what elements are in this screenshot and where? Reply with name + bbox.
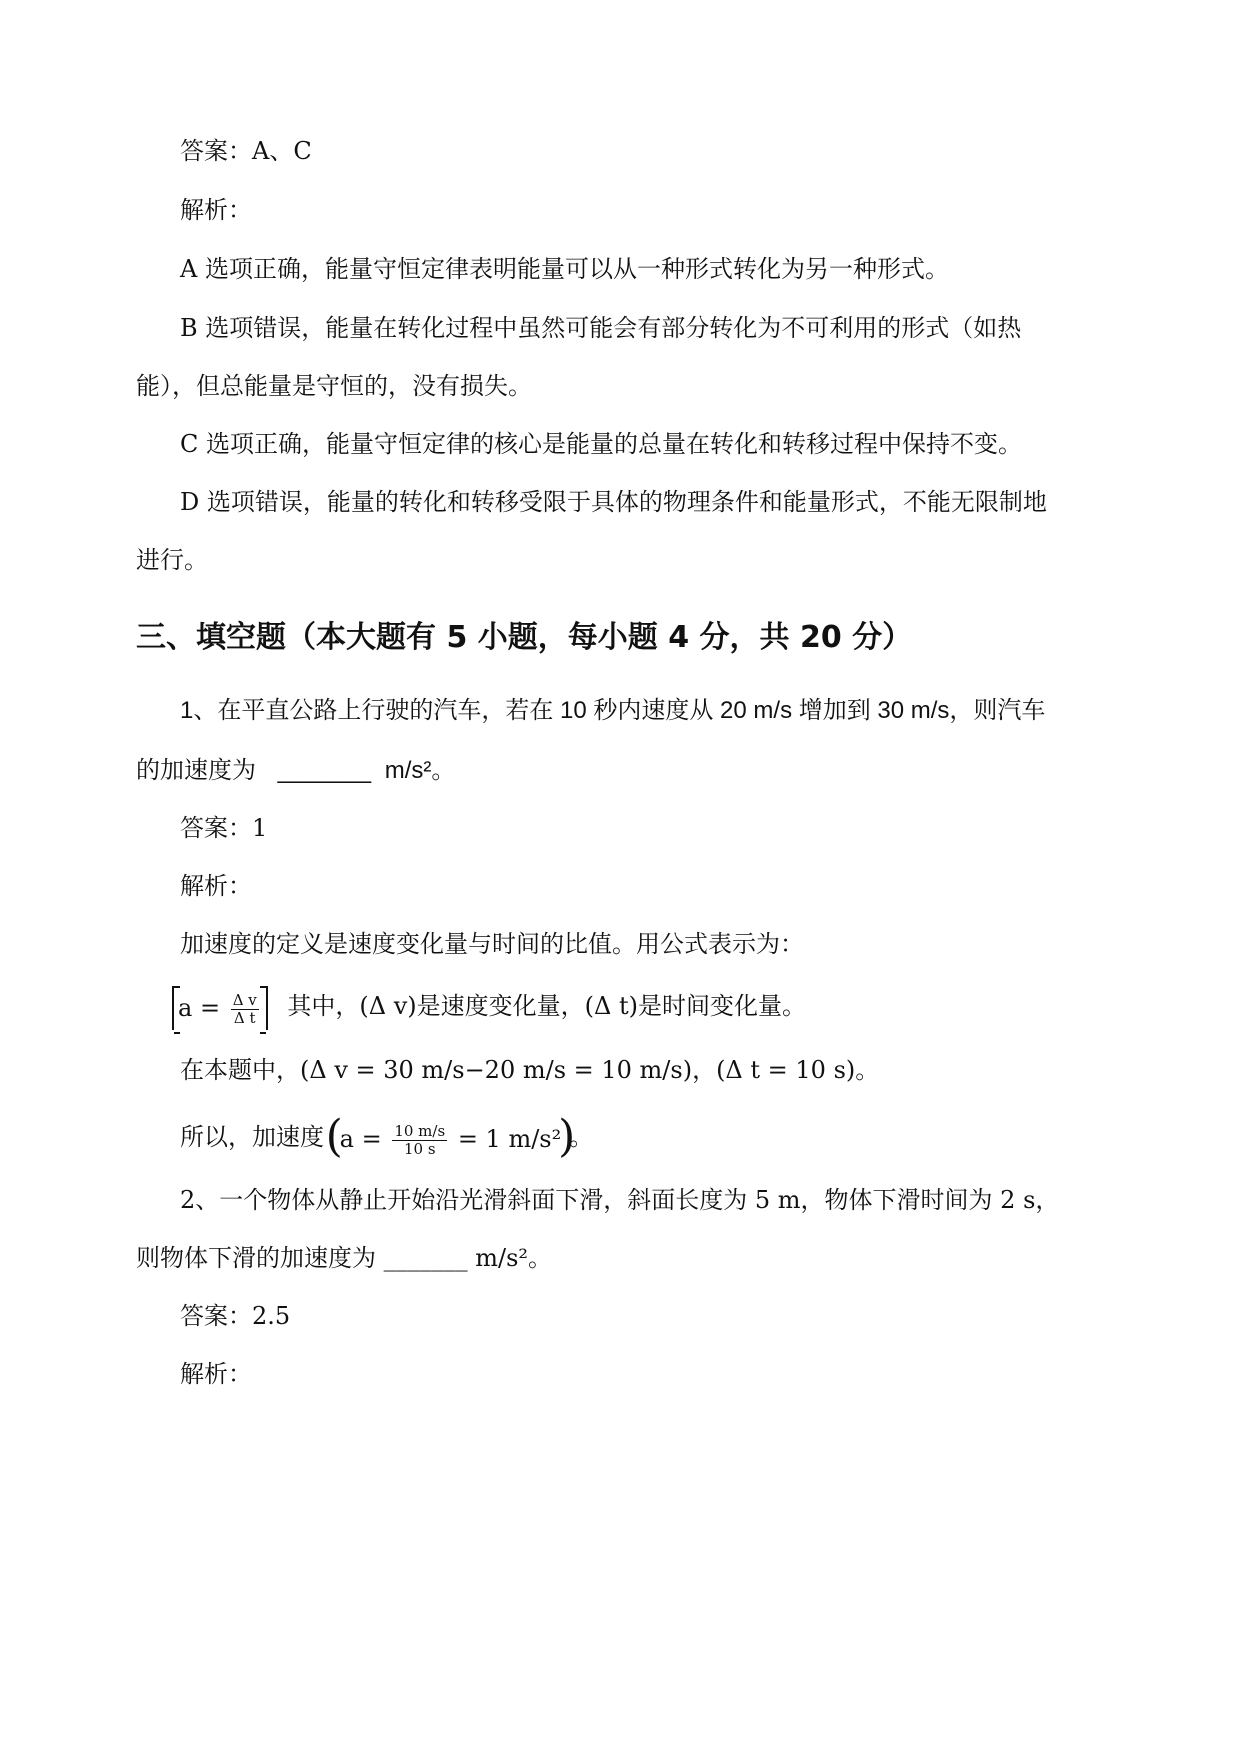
q2-answer: 答案：2.5	[180, 1302, 291, 1330]
q1-definition: 加速度的定义是速度变化量与时间的比值。用公式表示为：	[180, 930, 804, 958]
option-d-explanation-line1: D 选项错误，能量的转化和转移受限于具体的物理条件和能量形式，不能无限制地	[180, 488, 1047, 516]
q1-text-line2	[136, 754, 455, 787]
q1-formula-line	[172, 982, 806, 1030]
q1-in-problem: 在本题中，(Δ v = 30 m/s−20 m/s = 10 m/s)，(Δ t = 10 s)。	[180, 1056, 880, 1084]
q2-analysis-label: 解析：	[180, 1360, 252, 1388]
therefore-fraction	[392, 1123, 447, 1158]
left-paren-icon: (	[325, 1110, 343, 1162]
q1-unit: m/s²。	[384, 757, 456, 784]
q1-analysis-label: 解析：	[180, 872, 252, 900]
option-c-explanation: C 选项正确，能量守恒定律的核心是能量的总量在转化和转移过程中保持不变。	[180, 430, 1022, 458]
therefore-formula	[325, 1110, 576, 1162]
q2-text-line1: 2、一个物体从静止开始沿光滑斜面下滑，斜面长度为 5 m，物体下滑时间为 2 s，	[180, 1186, 1060, 1214]
q1-text-line1: 1、在平直公路上行驶的汽车，若在 10 秒内速度从 20 m/s 增加到 30 m/s，则汽车	[180, 697, 1046, 724]
right-paren-icon: )	[558, 1110, 576, 1162]
formula-explanation: 其中，(Δ v)是速度变化量，(Δ t)是时间变化量。	[287, 992, 806, 1020]
analysis-label: 解析：	[180, 196, 252, 224]
therefore-numerator: 10 m/s	[394, 1121, 446, 1140]
formula-lhs: a =	[178, 993, 221, 1022]
section-heading: 三、填空题（本大题有 5 小题，每小题 4 分，共 20 分）	[136, 620, 913, 655]
q2-text-line2: 则物体下滑的加速度为 _______ m/s²。	[136, 1244, 553, 1272]
formula-fraction	[231, 992, 259, 1027]
q1-answer: 答案：1	[180, 814, 268, 842]
q1-blank: _______	[277, 757, 372, 784]
formula-bracket	[172, 986, 268, 1030]
answer-line: 答案：A、C	[180, 137, 312, 165]
therefore-end: 。	[569, 1123, 594, 1151]
q1-prefix: 的加速度为	[136, 756, 256, 784]
therefore-denominator: 10 s	[403, 1139, 436, 1158]
option-b-explanation-line2: 能），但总能量是守恒的，没有损失。	[136, 372, 532, 400]
option-d-explanation-line2: 进行。	[136, 546, 208, 574]
therefore-rhs: = 1 m/s²	[457, 1124, 562, 1153]
option-a-explanation: A 选项正确，能量守恒定律表明能量可以从一种形式转化为另一种形式。	[180, 255, 949, 283]
therefore-lhs: a =	[339, 1124, 382, 1153]
option-b-explanation-line1: B 选项错误，能量在转化过程中虽然可能会有部分转化为不可利用的形式（如热	[180, 314, 1022, 342]
formula-numerator: Δ v	[232, 990, 257, 1009]
therefore-prefix: 所以，加速度	[180, 1123, 324, 1151]
q1-therefore-line	[180, 1110, 594, 1162]
formula-denominator: Δ t	[233, 1008, 256, 1027]
